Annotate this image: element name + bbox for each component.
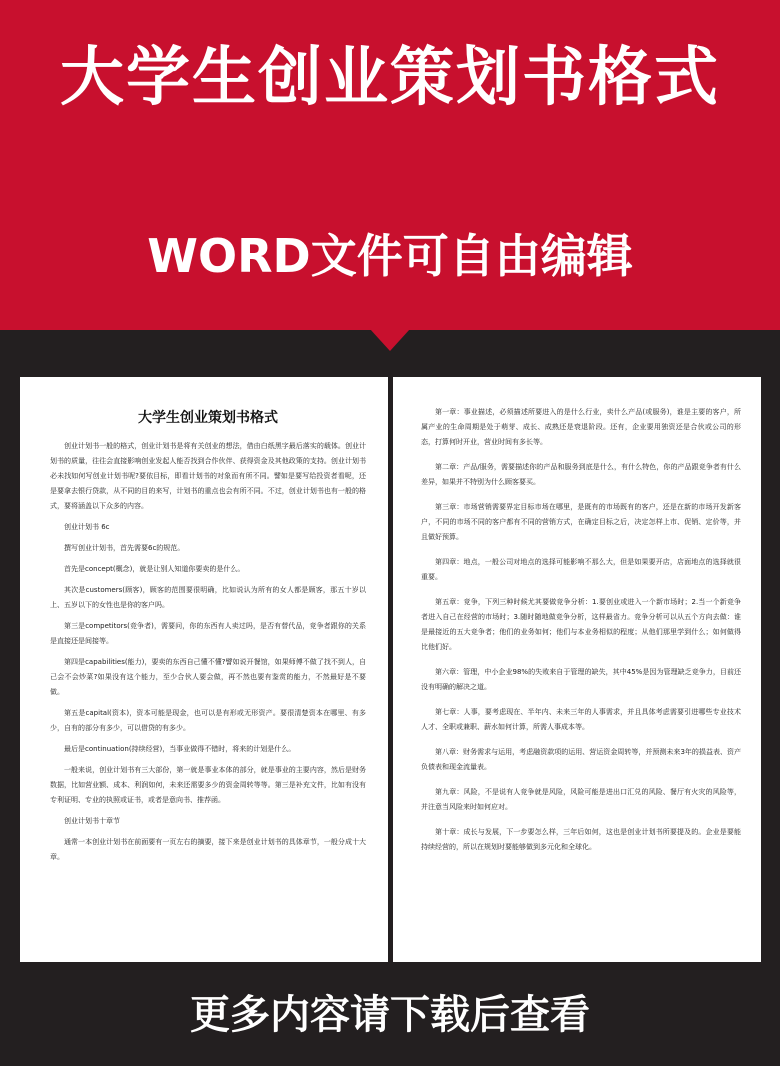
paragraph: 创业计划书 6c <box>64 523 110 531</box>
paragraph: 第四是capabilities(能力)，要卖的东西自己懂不懂?譬如说开餐馆，如果师傅不做了找不到人，自己会不会炒菜?如果没有这个能力，至少合伙人要会做，再不然也要有鉴赏的能力，不然最好是不要做。 <box>50 658 366 696</box>
paragraph: 创业计划书一般的格式，创业计划书是将有关创业的想法，借由白纸黑字最后落实的载体。创业计划书的质量，往往会直接影响创业发起人能否找到合作伙伴、获得资金及其他政策的支持。创业计划书必未找如何写创业计划书呢?要依目标，即看计划书的对象而有所不同。譬如是要写给投资者看呢，还是要拿去银行贷款，从不同的目的来写，计划书的重点也会有所不同。不过，创业计划书也有一般的格式，要将涵盖以下众多的内容。 <box>50 442 366 510</box>
header-banner <box>0 0 780 330</box>
paragraph: 撰写创业计划书，首先需要6c的规范。 <box>64 544 185 552</box>
chapter-paragraph: 第三章：市场营销需要界定目标市场在哪里，是既有的市场既有的客户，还是在新的市场开发新客户，不同的市场不同的客户都有不同的营销方式，在确定目标之后，决定怎样上市、促销、定价等，并且做好预算。 <box>421 503 741 541</box>
footer-download-note: 更多内容请下载后查看 <box>190 992 590 1038</box>
document-page-right <box>393 377 761 962</box>
chapter-paragraph: 第二章：产品/服务，需要描述你的产品和服务到底是什么，有什么特色，你的产品跟竞争者有什么差异，如果并不特别为什么顾客要买。 <box>421 463 741 486</box>
paragraph: 其次是customers(顾客)，顾客的范围要很明确，比如说认为所有的女人都是顾客，那五十岁以上、五岁以下的女性也是你的客户吗。 <box>50 586 366 609</box>
chapter-paragraph: 第六章：管理，中小企业98%的失败来自于管理的缺失，其中45%是因为管理缺乏竞争力，目前还没有明确的解决之道。 <box>421 668 741 691</box>
paragraph: 创业计划书十章节 <box>64 817 120 825</box>
main-title: 大学生创业策划书格式 <box>60 41 720 115</box>
paragraph: 通常一本创业计划书在前面要有一页左右的摘要，接下来是创业计划书的具体章节，一般分成十大章。 <box>50 838 366 861</box>
paragraph: 最后是continuation(持续经营)，当事业做得不错时，将来的计划是什么。 <box>64 745 296 753</box>
document-title: 大学生创业策划书格式 <box>138 410 278 426</box>
chapter-paragraph: 第四章：地点，一般公司对地点的选择可能影响不那么大，但是如果要开店，店面地点的选择就很重要。 <box>421 558 741 581</box>
chapter-paragraph: 第十章：成长与发展，下一步要怎么样，三年后如何，这也是创业计划书所要提及的。企业是要能持续经营的，所以在规划时要能够做到多元化和全球化。 <box>421 828 741 851</box>
subtitle: WORD文件可自由编辑 <box>147 229 633 283</box>
paragraph: 第五是capital(资本)，资本可能是现金，也可以是有形或无形资产。要很清楚资本在哪里、有多少，自有的部分有多少，可以借贷的有多少。 <box>50 709 366 732</box>
banner-pointer-arrow <box>370 329 410 351</box>
document-page-left <box>20 377 388 962</box>
paragraph: 一般来说，创业计划书有三大部份，第一就是事业本体的部分，就是事业的主要内容，然后是财务数据，比如营业额、成本、利润如何，未来还需要多少的资金周转等等。第三是补充文件，比如有没有专利证明、专业的执照或证书，或者是意向书、推荐函。 <box>50 766 366 804</box>
chapter-paragraph: 第五章：竞争，下列三种时候尤其要做竞争分析：1.要创业或进入一个新市场时；2.当一个新竞争者进入自己在经营的市场时；3.随时随地做竞争分析，这样最省力。竞争分析可以从五个方向去做：谁是最接近的五大竞争者；他们的业务如何；他们与本业务相似的程度；从他们那里学到什么；如何做得比他们好。 <box>421 598 741 651</box>
chapter-paragraph: 第八章：财务需求与运用，考虑融资款项的运用、营运资金周转等，并预测未来3年的损益表、资产负债表和现金流量表。 <box>421 748 741 771</box>
chapter-paragraph: 第九章：风险，不是说有人竞争就是风险，风险可能是进出口汇兑的风险、餐厅有火灾的风险等，并注意当风险来时如何应对。 <box>421 788 741 811</box>
paragraph: 首先是concept(概念)，就是让别人知道你要卖的是什么。 <box>64 565 245 573</box>
chapter-paragraph: 第一章：事业描述，必须描述所要进入的是什么行业，卖什么产品(或服务)，谁是主要的客户，所属产业的生命周期是处于萌芽、成长、成熟还是衰退阶段。还有，企业要用独资还是合伙或公司的形态，打算何时开业，营业时间有多长等。 <box>421 408 741 446</box>
paragraph: 第三是competitors(竞争者)，需要问，你的东西有人卖过吗，是否有替代品，竞争者跟你的关系是直接还是间接等。 <box>50 622 366 645</box>
chapter-paragraph: 第七章：人事，要考虑现在、半年内、未来三年的人事需求，并且具体考虑需要引进哪些专业技术人才、全职或兼职、薪水如何计算，所需人事成本等。 <box>421 708 741 731</box>
